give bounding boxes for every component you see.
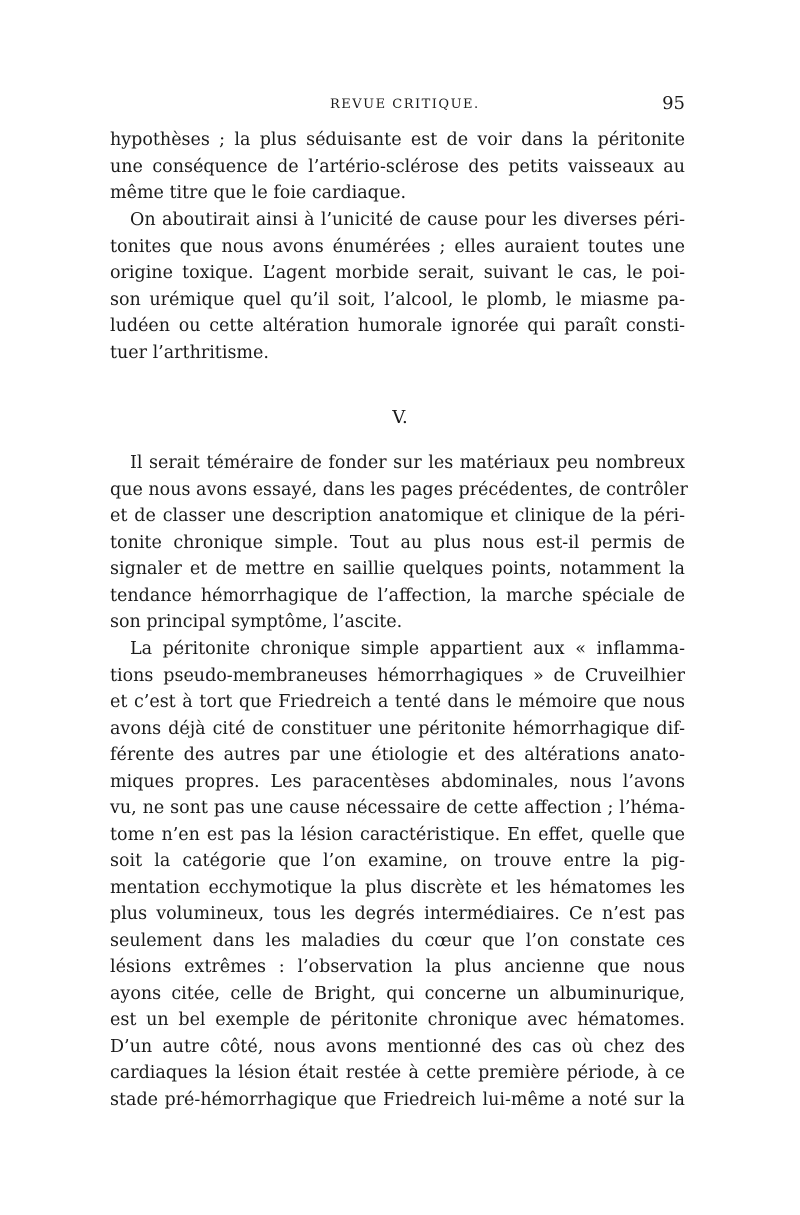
text-line: tuer l’arthritisme.: [110, 342, 269, 363]
text-line: lésions extrêmes : l’observation la plus ancienne que nous: [110, 957, 685, 977]
text-line: vu, ne sont pas une cause nécessaire de cette affection ; l’héma-: [110, 798, 685, 818]
text-line: signaler et de mettre en saillie quelques points, notamment la: [110, 559, 685, 579]
text-line: tonite chronique simple. Tout au plus nous est-il permis de: [110, 532, 685, 553]
text-line: plus volumineux, tous les degrés intermédiaires. Ce n’est pas: [110, 904, 685, 924]
text-line: D’un autre côté, nous avons mentionné des cas où chez des: [110, 1036, 685, 1057]
text-line: que nous avons essayé, dans les pages précédentes, de contrôler: [110, 479, 688, 500]
text-line: Il serait téméraire de fonder sur les matériaux peu nombreux: [130, 453, 685, 473]
text-line: tome n’en est pas la lésion caractéristique. En effet, quelle que: [110, 824, 685, 845]
text-line: origine toxique. L’agent morbide serait, suivant le cas, le poi-: [110, 263, 685, 283]
paragraph-continuation: [110, 127, 685, 207]
running-header: [110, 93, 685, 117]
page-number: 95: [662, 93, 685, 114]
text-line: ludéen ou cette altération humorale ignorée qui paraît consti-: [110, 316, 685, 336]
text-line: tions pseudo-membraneuses hémorrhagiques » de Cruveilhier: [110, 665, 685, 686]
text-line: même titre que le foie cardiaque.: [110, 183, 407, 203]
text-line: et c’est à tort que Friedreich a tenté dans le mémoire que nous: [110, 692, 685, 712]
text-line: miques propres. Les paracentèses abdominales, nous l’avons: [110, 771, 685, 792]
text-line: La péritonite chronique simple appartient aux « inflamma-: [130, 639, 685, 659]
text-line: tonites que nous avons énumérées ; elles auraient toutes une: [110, 236, 685, 257]
text-line: son principal symptôme, l’ascite.: [110, 612, 403, 632]
text-line: avons déjà cité de constituer une péritonite hémorrhagique dif-: [110, 718, 685, 739]
paragraph-chronic-peritonitis: [110, 636, 685, 1113]
text-line: On aboutirait ainsi à l’unicité de cause pour les diverses péri-: [130, 210, 685, 230]
running-title: REVUE CRITIQUE.: [330, 97, 480, 112]
text-line: son urémique quel qu’il soit, l’alcool, le plomb, le miasme pa-: [110, 289, 685, 310]
text-line: soit la catégorie que l’on examine, on trouve entre la pig-: [110, 851, 685, 871]
text-line: cardiaques la lésion était restée à cette première période, à ce: [110, 1063, 685, 1083]
text-line: hypothèses ; la plus séduisante est de voir dans la péritonite: [110, 130, 685, 150]
text-line: tendance hémorrhagique de l’affection, la marche spéciale de: [110, 585, 685, 606]
section-heading: [0, 405, 800, 431]
text-line: mentation ecchymotique la plus discrète et les hématomes les: [110, 877, 685, 898]
paragraph-materials: [110, 450, 688, 636]
text-line: seulement dans les maladies du cœur que l’on constate ces: [110, 930, 685, 951]
text-line: une conséquence de l’artério-sclérose des petits vaisseaux au: [110, 156, 685, 177]
paragraph-toxic-origin: [110, 207, 685, 366]
text-line: et de classer une description anatomique et clinique de la péri-: [110, 506, 685, 526]
text-line: stade pré-hémorrhagique que Friedreich lui-même a noté sur la: [110, 1089, 685, 1110]
text-line: ayons citée, celle de Bright, qui concerne un albuminurique,: [110, 983, 685, 1004]
text-line: est un bel exemple de péritonite chronique avec hématomes.: [110, 1010, 685, 1030]
section-number: V.: [392, 407, 408, 428]
text-line: férente des autres par une étiologie et des altérations anato-: [110, 745, 685, 765]
